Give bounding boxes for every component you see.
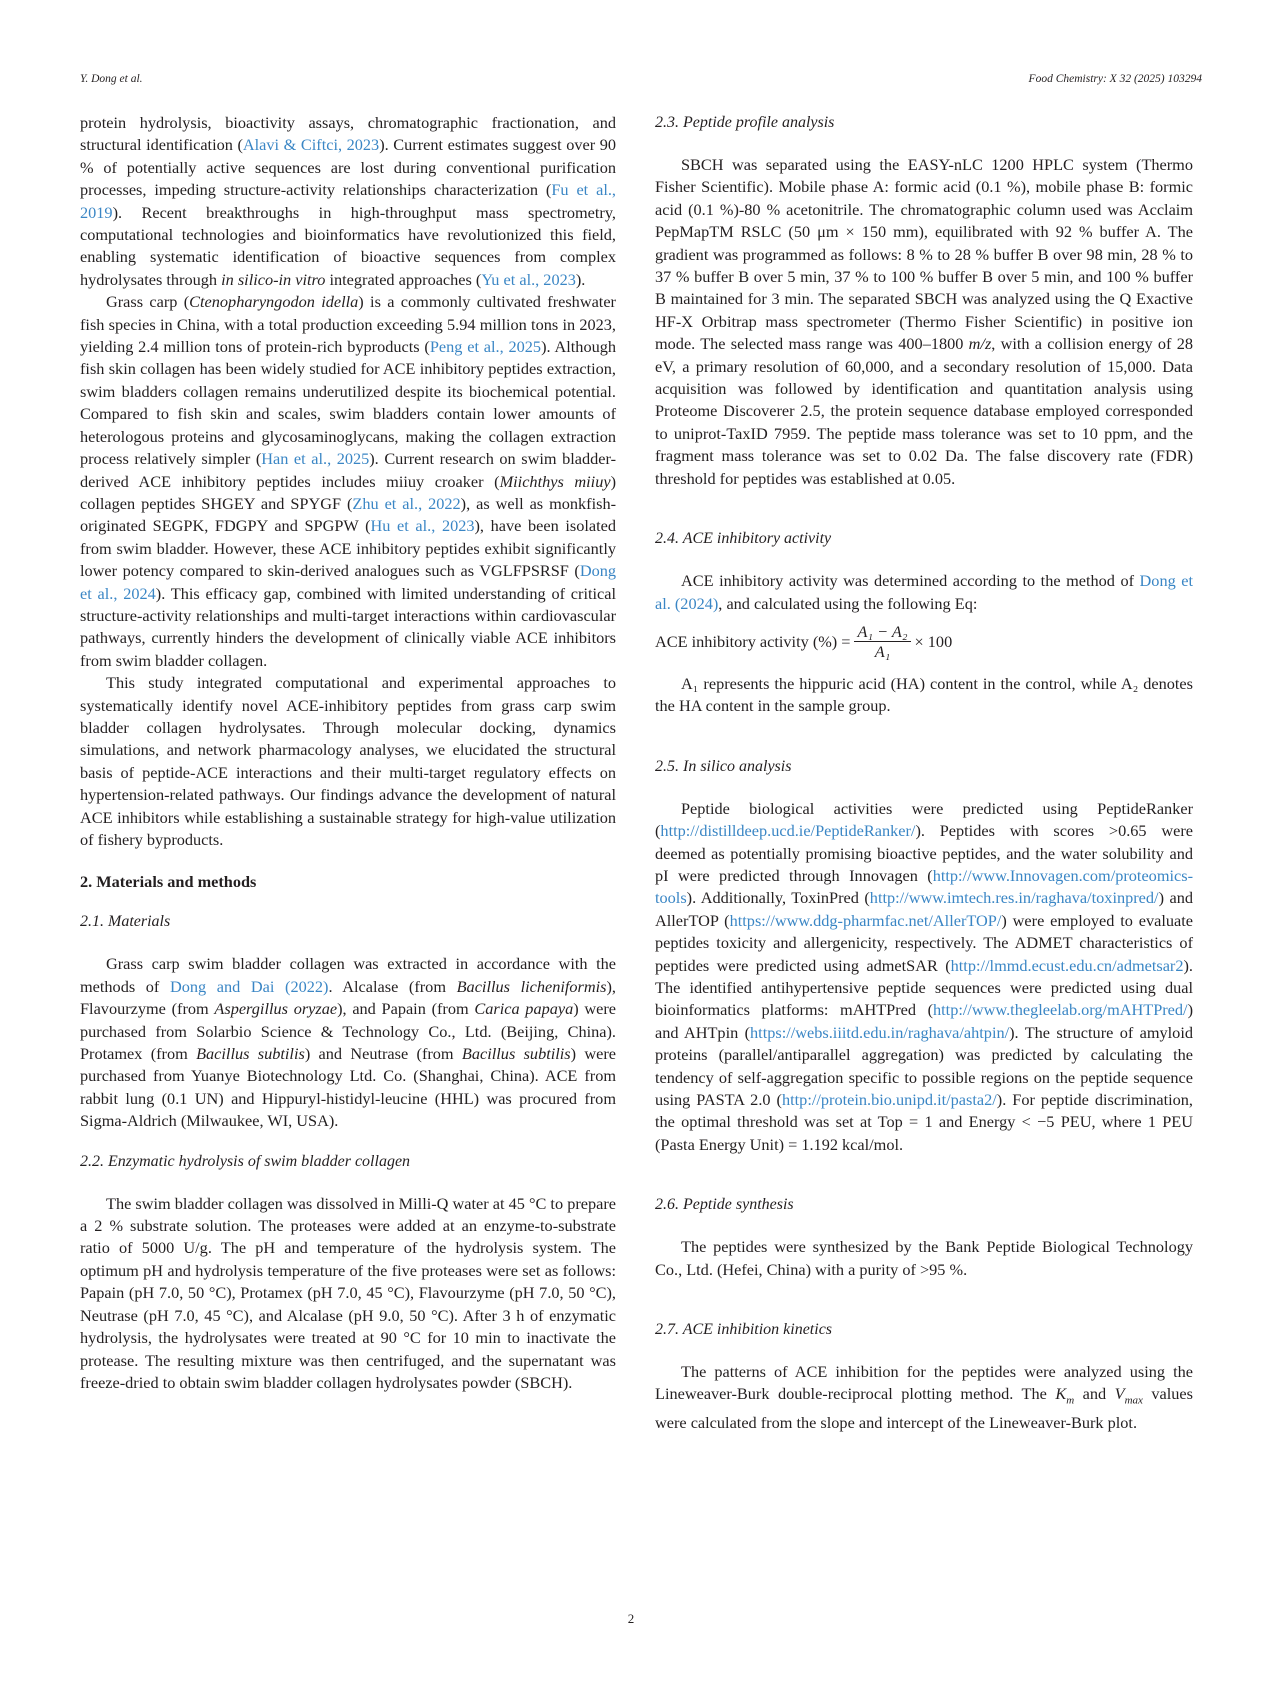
citation-link[interactable]: Hu et al., 2023 [370,516,475,536]
url-link[interactable]: http://distilldeep.ucd.ie/PeptideRanker/ [660,821,916,841]
intro-paragraph-1: protein hydrolysis, bioactivity assays, chromatographic fractionation, and structural identification (Alavi & Ciftci, 2023). Current estimates suggest over 90 % of potentially active sequences are lost during conventional purification processes, impeding structure-activity relationships characterization (Fu et al., 2019). Recent breakthroughs in high-throughput mass spectrometry, computational technologies and bioinformatics have revolutionized this field, enabling systematic identification of bioactive sequences from complex hydrolysates through in silico-in vitro integrated approaches (Yu et al., 2023). [80,113,616,289]
kinetics-paragraph: The patterns of ACE inhibition for the peptides were analyzed using the Lineweaver-Burk double-reciprocal plotting method. The $K_m$ and $V_{max}$ values were calculated from the slope and intercept of the Lineweaver-Burk plot. [655,1362,1193,1433]
citation-link[interactable]: Fu et al., 2019 [80,180,616,222]
section-heading-methods: 2. Materials and methods [80,872,257,892]
right-column [655,112,1193,1435]
url-link[interactable]: http://www.thegleelab.org/mAHTPred/ [933,1000,1188,1020]
equation-rhs: × 100 [914,631,953,651]
citation-link[interactable]: Alavi & Ciftci, 2023 [242,135,380,155]
equation-lhs: ACE inhibitory activity (%) = [655,631,851,651]
materials-paragraph: Grass carp swim bladder collagen was extracted in accordance with the methods of Dong and Dai (2022). Alcalase (from Bacillus licheniformis), Flavourzyme (from Aspergillus oryzae), and Papain (from Carica papaya) were purchased from Solarbio Science & Technology Co., Ltd. (Beijing, China). Protamex (from Bacillus subtilis) and Neutrase (from Bacillus subtilis) were purchased from Yuanye Biotechnology Ltd. Co. (Shanghai, China). ACE from rabbit lung (0.1 UN) and Hippuryl-histidyl-leucine (HHL) was procured from Sigma-Aldrich (Milwaukee, WI, USA). [80,954,617,1131]
citation-link[interactable]: Yu et al., 2023 [481,269,576,289]
page-number: 2 [627,1611,635,1626]
peptide-synthesis-paragraph: The peptides were synthesized by the Bank Peptide Biological Technology Co., Ltd. (Hefei, China) with a purity of >95 %. [655,1237,1193,1279]
equation-definition-paragraph: A₁ represents the hippuric acid (HA) content in the control, while A₂ denotes the HA content in the sample group. [655,673,1193,716]
ace-activity-paragraph: ACE inhibitory activity was determined according to the method of Dong et al. (2024), and calculated using the following Eq: [655,571,1193,613]
url-link[interactable]: http://www.imtech.res.in/raghava/toxinpred/ [869,888,1159,908]
peptide-profile-paragraph: SBCH was separated using the EASY-nLC 1200 HPLC system (Thermo Fisher Scientific). Mobile phase A: formic acid (0.1 %), mobile phase B: formic acid (0.1 %)-80 % acetonitrile. The chromatographic column used was Acclaim PepMapTM RSLC (50 μm × 150 mm), equilibrated with 92 % buffer A. The gradient was programmed as follows: 8 % to 28 % buffer B over 98 min, 28 % to 37 % buffer B over 5 min, 37 % to 100 % buffer B over 5 min, and 100 % buffer B maintained for 3 min. The separated SBCH was analyzed using the Q Exactive HF-X Orbitrap mass spectrometer (Thermo Fisher Scientific) in positive ion mode. The selected mass range was 400–1800 m/z, with a collision energy of 28 eV, a primary resolution of 60,000, and a secondary resolution of 15,000. Data acquisition was followed by identification and quantitation analysis using Proteome Discoverer 2.5, the protein sequence database employed corresponded to uniprot-TaxID 7959. The peptide mass tolerance was set to 10 ppm, and the fragment mass tolerance was set to 0.02 Da. The false discovery rate (FDR) threshold for peptides was established at 0.05. [655,155,1193,488]
left-column [80,112,616,1394]
citation-link[interactable]: Zhu et al., 2022 [352,493,461,513]
subsection-heading-2-3: 2.3. Peptide profile analysis [655,114,835,131]
ace-inhibition-equation [655,621,1193,663]
running-header-journal: Food Chemistry: X 32 (2025) 103294 [1028,73,1202,85]
citation-link[interactable]: Peng et al., 2025 [429,337,542,357]
intro-paragraph-2: Grass carp (Ctenopharyngodon idella) is a commonly cultivated freshwater fish species in China, with a total production exceeding 5.94 million tons in 2023, yielding 2.4 million tons of protein-rich byproducts (Peng et al., 2025). Although fish skin collagen has been widely studied for ACE inhibitory peptides extraction, swim bladders collagen remains underutilized despite its biochemical potential. Compared to fish skin and scales, swim bladders contain lower amounts of heterologous proteins and glycosaminoglycans, making the collagen extraction process relatively simpler (Han et al., 2025). Current research on swim bladder-derived ACE inhibitory peptides includes miiuy croaker (Miichthys miiuy) collagen peptides SHGEY and SPYGF (Zhu et al., 2022), as well as monkfish-originated SEGPK, FDGPY and SPGPW (Hu et al., 2023), have been isolated from swim bladder. However, these ACE inhibitory peptides exhibit significantly lower potency compared to skin-derived analogues such as VGLFPSRSF (Dong et al., 2024). This efficacy gap, combined with limited understanding of critical structure-activity relationships and multi-target interactions within cardiovascular pathways, currently hinders the development of clinically viable ACE inhibitors from swim bladder collagen. [80,292,617,670]
subsection-heading-2-1: 2.1. Materials [80,913,171,931]
url-link[interactable]: https://webs.iiitd.edu.in/raghava/ahtpin/ [750,1022,1010,1042]
intro-paragraph-3: This study integrated computational and experimental approaches to systematically identify novel ACE-inhibitory peptides from grass carp swim bladder collagen hydrolysates. Through molecular docking, dynamics simulations, and network pharmacology analyses, we elucidated the structural basis of peptide-ACE interactions and their multi-target regulatory effects on hypertension-related pathways. Our findings advance the development of natural ACE inhibitors while establishing a sustainable strategy for high-value utilization of fishery byproducts. [80,673,616,849]
citation-link[interactable]: Dong and Dai (2022) [169,976,329,996]
equation-fraction [854,622,910,661]
url-link[interactable]: http://www.Innovagen.com/proteomics-tools [655,865,1193,908]
url-link[interactable]: https://www.ddg-pharmfac.net/AllerTOP/ [729,910,1002,930]
hydrolysis-paragraph: The swim bladder collagen was dissolved in Milli-Q water at 45 °C to prepare a 2 % substrate solution. The proteases were added at an enzyme-to-substrate ratio of 5000 U/g. The pH and temperature of the hydrolysis system. The optimum pH and hydrolysis temperature of the five proteases were set as follows: Papain (pH 7.0, 50 °C), Protamex (pH 7.0, 45 °C), Flavourzyme (pH 7.0, 50 °C), Neutrase (pH 7.0, 45 °C), and Alcalase (pH 9.0, 50 °C). After 3 h of enzymatic hydrolysis, the hydrolysates were treated at 90 °C for 10 min to inactivate the protease. The resulting mixture was then centrifuged, and the supernatant was freeze-dried to obtain swim bladder collagen hydrolysates powder (SBCH). [80,1193,616,1392]
citation-link[interactable]: Dong et al. (2024) [655,571,1193,613]
subsection-heading-2-6: 2.6. Peptide synthesis [655,1196,794,1214]
citation-link[interactable]: Han et al., 2025 [261,449,370,469]
running-header-author: Y. Dong et al. [80,73,143,85]
equation-denominator: A₁ [874,642,891,662]
url-link[interactable]: http://lmmd.ecust.edu.cn/admetsar2 [950,955,1184,975]
subsection-heading-2-4: 2.4. ACE inhibitory activity [655,530,832,548]
citation-link[interactable]: Dong et al., 2024 [80,561,616,603]
in-silico-paragraph: Peptide biological activities were predicted using PeptideRanker (http://distilldeep.ucd.ie/PeptideRanker/). Peptides with scores >0.65 were deemed as potentially promising bioactive peptides, and the water solubility and pI were predicted through Innovagen (http://www.Innovagen.com/proteomics-tools). Additionally, ToxinPred (http://www.imtech.res.in/raghava/toxinpred/) and AllerTOP (https://www.ddg-pharmfac.net/AllerTOP/) were employed to evaluate peptides toxicity and allergenicity, respectively. The ADMET characteristics of peptides were predicted using admetSAR (http://lmmd.ecust.edu.cn/admetsar2). The identified antihypertensive peptide sequences were predicted using dual bioinformatics platforms: mAHTPred (http://www.thegleelab.org/mAHTPred/) and AHTpin (https://webs.iiitd.edu.in/raghava/ahtpin/). The structure of amyloid proteins (parallel/antiparallel aggregation) was predicted by calculating the tendency of self-aggregation specific to possible regions on the peptide sequence using PASTA 2.0 (http://protein.bio.unipd.it/pasta2/). For peptide discrimination, the optimal threshold was set at Top = 1 and Energy < −5 PEU, where 1 PEU (Pasta Energy Unit) = 1.192 kcal/mol. [655,798,1193,1154]
subsection-heading-2-2: 2.2. Enzymatic hydrolysis of swim bladder collagen [80,1152,411,1170]
subsection-heading-2-7: 2.7. ACE inhibition kinetics [655,1321,833,1339]
subsection-heading-2-5: 2.5. In silico analysis [655,757,792,775]
equation-numerator: A₁ − A₂ [854,622,910,642]
url-link[interactable]: http://protein.bio.unipd.it/pasta2/ [781,1090,997,1109]
